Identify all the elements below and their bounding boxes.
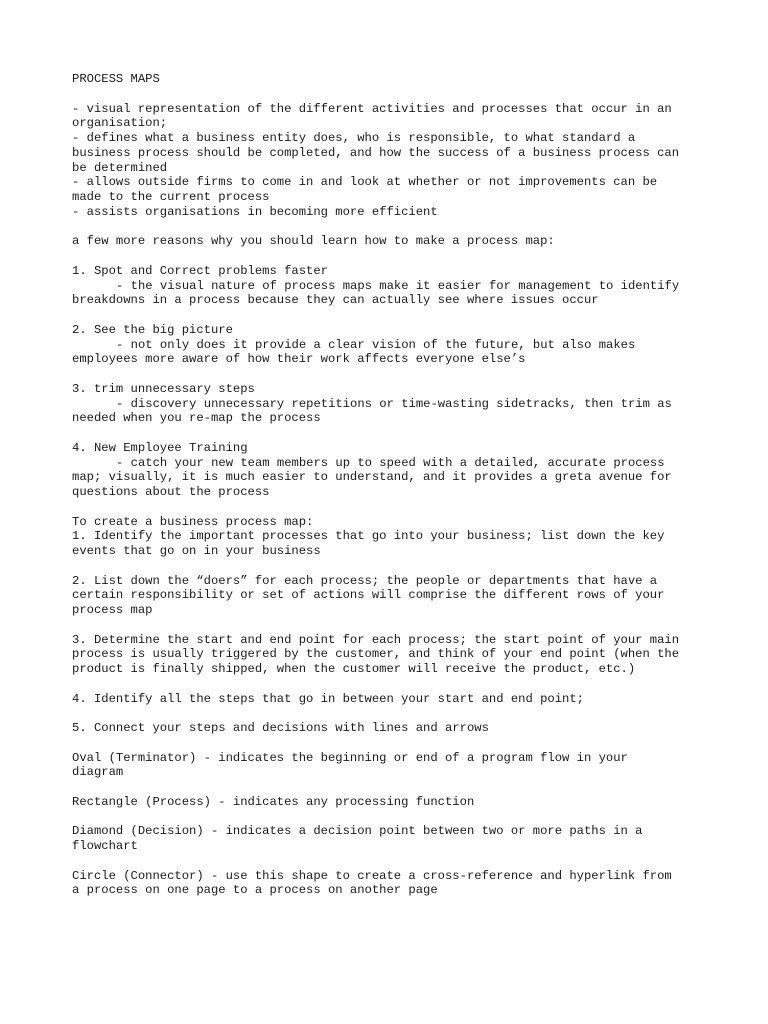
reason-description: - catch your new team members up to speed with a detailed, accurate process xyxy=(116,455,665,470)
reason-description: - the visual nature of process maps make it easier for management to identify xyxy=(116,278,680,293)
shape-item-oval xyxy=(72,751,712,781)
intro-line: - assists organisations in becoming more efficient xyxy=(72,204,438,219)
intro-section xyxy=(72,102,712,220)
step-text: 4. Identify all the steps that go in between your start and end point; xyxy=(72,691,584,706)
step-text: 5. Connect your steps and decisions with lines and arrows xyxy=(72,721,489,735)
intro-line: - visual representation of the different activities and processes that occur in an xyxy=(72,101,672,116)
intro-line: made to the current process xyxy=(72,190,270,204)
document-page xyxy=(72,72,712,898)
reasons-heading: a few more reasons why you should learn how to make a process map: xyxy=(72,234,555,249)
spacer xyxy=(72,736,712,751)
step-text: process map xyxy=(72,603,153,617)
step-text: process is usually triggered by the customer, and think of your end point (when the xyxy=(72,647,680,662)
reason-title: 4. New Employee Training xyxy=(72,440,248,455)
reason-description: - not only does it provide a clear vision of the future, but also makes xyxy=(116,337,636,352)
reason-title: 1. Spot and Correct problems faster xyxy=(72,263,328,278)
reason-description: - discovery unnecessary repetitions or time-wasting sidetracks, then trim as xyxy=(116,396,672,411)
step-item xyxy=(72,529,712,559)
reason-item xyxy=(72,441,712,500)
shape-description: Rectangle (Process) - indicates any processing function xyxy=(72,794,475,809)
spacer xyxy=(72,618,712,633)
reason-item xyxy=(72,323,712,367)
reason-title: 2. See the big picture xyxy=(72,322,233,337)
spacer xyxy=(72,677,712,692)
spacer xyxy=(72,559,712,574)
reason-description: employees more aware of how their work affects everyone else’s xyxy=(72,352,526,367)
reason-item xyxy=(72,382,712,426)
reason-description: breakdowns in a process because they can actually see where issues occur xyxy=(72,293,599,308)
reason-title: 3. trim unnecessary steps xyxy=(72,381,255,396)
shape-description: Oval (Terminator) - indicates the beginning or end of a program flow in your xyxy=(72,750,628,765)
reason-item xyxy=(72,264,712,308)
intro-line: be determined xyxy=(72,160,168,175)
spacer xyxy=(72,367,712,382)
step-item xyxy=(72,633,712,677)
intro-line: organisation; xyxy=(72,116,168,131)
shape-description: Circle (Connector) - use this shape to create a cross-reference and hyperlink from xyxy=(72,868,672,883)
spacer xyxy=(72,426,712,441)
spacer xyxy=(72,308,712,323)
create-heading: To create a business process map: xyxy=(72,514,314,529)
step-item xyxy=(72,721,712,736)
shape-item-circle xyxy=(72,869,712,899)
reason-description: questions about the process xyxy=(72,485,270,499)
step-item xyxy=(72,574,712,618)
shape-item-diamond xyxy=(72,824,712,854)
intro-line: - defines what a business entity does, who is responsible, to what standard a xyxy=(72,131,636,145)
step-text: events that go on in your business xyxy=(72,544,321,558)
intro-line: - allows outside firms to come in and look at whether or not improvements can be xyxy=(72,175,658,190)
step-item xyxy=(72,692,712,707)
reason-description: needed when you re-map the process xyxy=(72,411,321,426)
reason-description: map; visually, it is much easier to understand, and it provides a greta avenue for xyxy=(72,470,672,485)
step-text: 3. Determine the start and end point for each process; the start point of your main xyxy=(72,632,680,647)
shape-description: diagram xyxy=(72,765,124,780)
spacer xyxy=(72,706,712,721)
spacer xyxy=(72,220,712,235)
step-text: product is finally shipped, when the customer will receive the product, etc.) xyxy=(72,662,636,676)
shape-description: Diamond (Decision) - indicates a decision point between two or more paths in a xyxy=(72,824,643,839)
shape-item-rectangle xyxy=(72,795,712,810)
shape-description: a process on one page to a process on another page xyxy=(72,883,438,898)
shape-description: flowchart xyxy=(72,839,138,853)
spacer xyxy=(72,854,712,869)
step-text: 2. List down the “doers” for each process; the people or departments that have a xyxy=(72,573,658,588)
intro-line: business process should be completed, and how the success of a business process can xyxy=(72,145,680,160)
step-text: 1. Identify the important processes that go into your business; list down the key xyxy=(72,529,665,544)
spacer xyxy=(72,780,712,795)
step-text: certain responsibility or set of actions will comprise the different rows of your xyxy=(72,588,665,603)
spacer xyxy=(72,500,712,515)
spacer xyxy=(72,810,712,825)
spacer xyxy=(72,87,712,102)
document-title: PROCESS MAPS xyxy=(72,72,160,86)
spacer xyxy=(72,249,712,264)
